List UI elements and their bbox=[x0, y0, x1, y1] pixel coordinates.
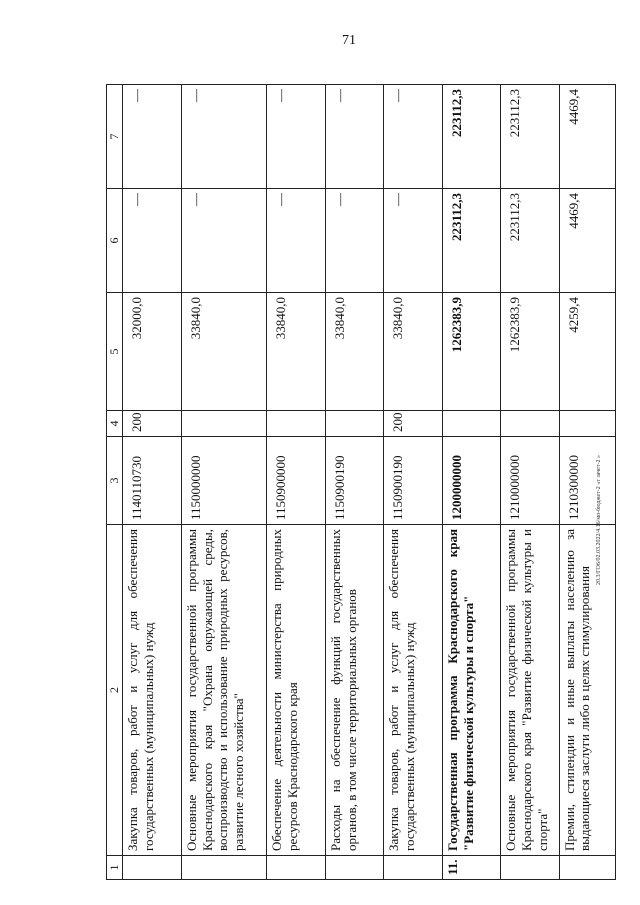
row-name: Основные мероприятия государственной программы Краснодарского края "Развитие физической культуры и спорта" bbox=[501, 525, 559, 856]
row-code: 1210300000 bbox=[559, 437, 615, 525]
header-cell: 4 bbox=[107, 411, 123, 437]
row-code: 1150900190 bbox=[325, 437, 383, 525]
table-row bbox=[501, 85, 559, 880]
table-row bbox=[384, 85, 442, 880]
row-value-3: — bbox=[123, 85, 181, 189]
row-value-1: 32000,0 bbox=[123, 293, 181, 411]
row-value-1: 33840,0 bbox=[181, 293, 267, 411]
row-value-3: 4469,4 bbox=[559, 85, 615, 189]
row-value-2: — bbox=[123, 189, 181, 293]
table-row bbox=[325, 85, 383, 880]
row-value-2: — bbox=[267, 189, 325, 293]
row-value-1: 1262383,9 bbox=[501, 293, 559, 411]
header-cell: 6 bbox=[107, 189, 123, 293]
row-value-2: 4469,4 bbox=[559, 189, 615, 293]
row-kind bbox=[325, 411, 383, 437]
row-number bbox=[384, 856, 442, 880]
row-value-2: — bbox=[384, 189, 442, 293]
row-number: 11. bbox=[442, 856, 500, 880]
row-value-2: — bbox=[325, 189, 383, 293]
row-value-1: 33840,0 bbox=[384, 293, 442, 411]
row-kind bbox=[442, 411, 500, 437]
row-number bbox=[123, 856, 181, 880]
row-number bbox=[181, 856, 267, 880]
row-number bbox=[501, 856, 559, 880]
budget-table bbox=[106, 84, 616, 880]
page-number: 71 bbox=[342, 33, 356, 48]
row-kind: 200 bbox=[123, 411, 181, 437]
row-code: 1150900190 bbox=[384, 437, 442, 525]
row-number bbox=[325, 856, 383, 880]
row-value-1: 1262383,9 bbox=[442, 293, 500, 411]
row-number bbox=[267, 856, 325, 880]
row-name: Государственная программа Краснодарского края "Развитие физической культуры и спорта" bbox=[442, 525, 500, 856]
row-value-3: 223112,3 bbox=[442, 85, 500, 189]
header-cell: 3 bbox=[107, 437, 123, 525]
rotated-table-wrapper bbox=[106, 85, 616, 880]
row-value-3: — bbox=[267, 85, 325, 189]
header-cell: 2 bbox=[107, 525, 123, 856]
row-kind: 200 bbox=[384, 411, 442, 437]
row-name: Основные мероприятия государственной программы Краснодарского края "Охрана окружающей среды, воспроизводство и использование природных ресурсов, развитие лесного хозяйства" bbox=[181, 525, 267, 856]
row-name: Премии, стипендии и иные выплаты населению за выдающиеся заслуги либо в целях стимулирования bbox=[559, 525, 615, 856]
table-row bbox=[559, 85, 615, 880]
row-value-2: 223112,3 bbox=[442, 189, 500, 293]
row-name: Закупка товаров, работ и услуг для обеспечения государственных (муниципальных) нужд bbox=[123, 525, 181, 856]
row-value-3: — bbox=[325, 85, 383, 189]
row-value-3: 223112,3 bbox=[501, 85, 559, 189]
table-header-row bbox=[107, 85, 123, 880]
table-row bbox=[267, 85, 325, 880]
row-code: 1150000000 bbox=[181, 437, 267, 525]
row-code: 1140110730 bbox=[123, 437, 181, 525]
table-row bbox=[442, 85, 500, 880]
table-row bbox=[181, 85, 267, 880]
row-value-2: 223112,3 bbox=[501, 189, 559, 293]
row-value-3: — bbox=[384, 85, 442, 189]
header-cell: 1 bbox=[107, 856, 123, 880]
row-value-1: 4259,4 bbox=[559, 293, 615, 411]
row-kind bbox=[267, 411, 325, 437]
row-kind bbox=[559, 411, 615, 437]
document-footer: 20.3/ГО6/02.03.2022/4.16/мо-бюджет-2 «т зачет-2 » bbox=[596, 455, 602, 585]
row-name: Расходы на обеспечение функций государственных органов, в том числе территориальных органов bbox=[325, 525, 383, 856]
header-cell: 7 bbox=[107, 85, 123, 189]
row-name: Закупка товаров, работ и услуг для обеспечения государственных (муниципальных) нужд bbox=[384, 525, 442, 856]
row-code: 1210000000 bbox=[501, 437, 559, 525]
row-value-1: 33840,0 bbox=[325, 293, 383, 411]
row-kind bbox=[501, 411, 559, 437]
header-cell: 5 bbox=[107, 293, 123, 411]
row-name: Обеспечение деятельности министерства природных ресурсов Краснодарского края bbox=[267, 525, 325, 856]
row-code: 1200000000 bbox=[442, 437, 500, 525]
row-code: 1150900000 bbox=[267, 437, 325, 525]
row-value-1: 33840,0 bbox=[267, 293, 325, 411]
table-row bbox=[123, 85, 181, 880]
row-number bbox=[559, 856, 615, 880]
row-kind bbox=[181, 411, 267, 437]
row-value-2: — bbox=[181, 189, 267, 293]
row-value-3: — bbox=[181, 85, 267, 189]
